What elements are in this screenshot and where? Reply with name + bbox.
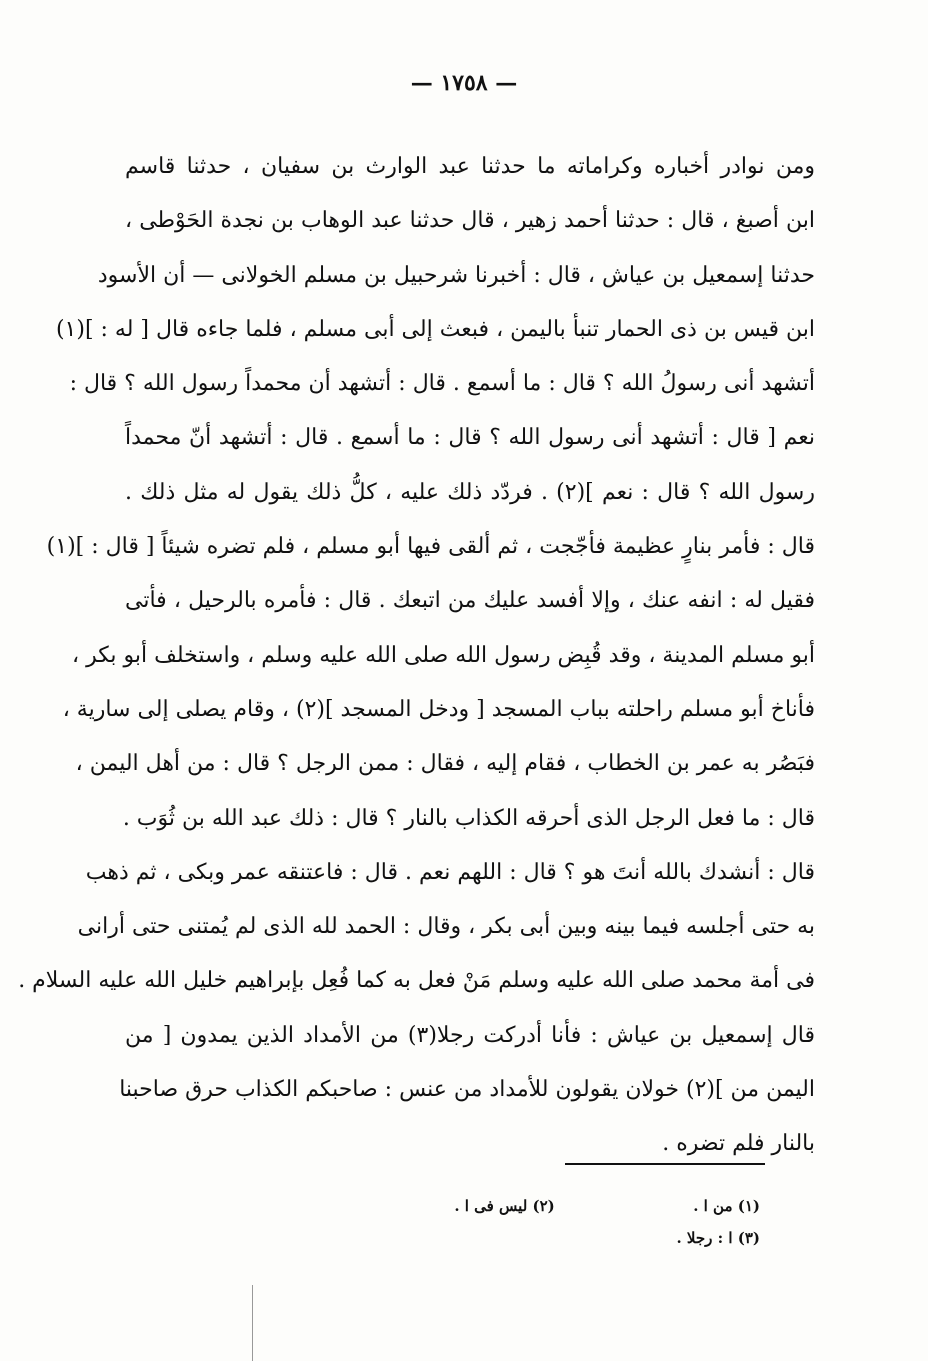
text-line: نعم [ قال : أتشهد أنى رسول الله ؟ قال : ما أسمع . قال : أتشهد أنّ محمداً [125,425,815,451]
footnote-3: (٣) ا : رجلا . [676,1229,760,1247]
text-line: قال : أنشدك بالله أنتَ هو ؟ قال : اللهم نعم . قال : فاعتنقه عمر وبكى ، ثم ذهب [85,859,815,885]
text-line: ابن أصبغ ، قال : حدثنا أحمد زهير ، قال حدثنا عبد الوهاب بن نجدة الحَوْطى ، [125,208,815,234]
text-line: قال : فأمر بنارٍ عظيمة فأجّجت ، ثم ألقى فيها أبو مسلم ، فلم تضره شيئاً [ قال : ](١) [46,534,815,560]
text-line: حدثنا إسمعيل بن عياش ، قال : أخبرنا شرحبيل بن مسلم الخولانى — أن الأسود [97,262,815,288]
text-line: اليمن من ](٢) خولان يقولون للأمداد من عنس : صاحبكم الكذاب حرق صاحبنا [119,1077,815,1103]
body-text [18,140,815,1172]
text-line: ابن قيس بن ذى الحمار تنبأ باليمن ، فبعث إلى أبى مسلم ، فلما جاءه قال [ له : ](١) [55,316,815,342]
text-line: ومن نوادر أخباره وكراماته ما حدثنا عبد الوارث بن سفيان ، حدثنا قاسم [125,154,815,179]
footnote-row [340,1222,760,1254]
footnote-divider [565,1163,765,1165]
text-line: رسول الله ؟ قال : نعم ](٢) . فردّد ذلك عليه ، كلُّ ذلك يقول له مثل ذلك . [125,479,815,505]
text-line: فبَصُر به عمر بن الخطاب ، فقام إليه ، فقال : ممن الرجل ؟ قال : من أهل اليمن ، [75,751,815,777]
text-line: فى أمة محمد صلى الله عليه وسلم مَنْ فعل به كما فُعِل بإبراهيم خليل الله عليه السلام . [18,968,815,994]
text-line: به حتى أجلسه فيما بينه وبين أبى بكر ، وقال : الحمد لله الذى لم يُمتنى حتى أرانى [77,914,815,940]
scan-margin-line [252,1285,253,1361]
text-line: فقيل له : انفه عنك ، وإلا أفسد عليك من اتبعك . قال : فأمره بالرحيل ، فأتى [125,588,815,614]
footnote-1: (١) من ا . [693,1197,760,1215]
text-line: فأناخ أبو مسلم راحلته بباب المسجد [ ودخل المسجد ](٢) ، وقام يصلى إلى سارية ، [62,696,815,722]
page-number: — ١٧٥٨ — [410,70,518,96]
footnote-row [340,1190,760,1222]
text-line: أبو مسلم المدينة ، وقد قُبِض رسول الله صلى الله عليه وسلم ، واستخلف أبو بكر ، [72,642,815,668]
footnotes [340,1190,760,1254]
text-line: أتشهد أنى رسولُ الله ؟ قال : ما أسمع . قال : أتشهد أن محمداً رسول الله ؟ قال : [69,371,815,397]
text-line-final: بالنار فلم تضره . [662,1131,815,1157]
text-line: قال إسمعيل بن عياش : فأنا أدركت رجلا(٣) من الأمداد الذين يمدون [ من [125,1022,815,1048]
footnote-2: (٢) ليس فى ا . [454,1197,555,1215]
text-line: قال : ما فعل الرجل الذى أحرقه الكذاب بالنار ؟ قال : ذلك عبد الله بن ثُوَب . [122,805,815,831]
